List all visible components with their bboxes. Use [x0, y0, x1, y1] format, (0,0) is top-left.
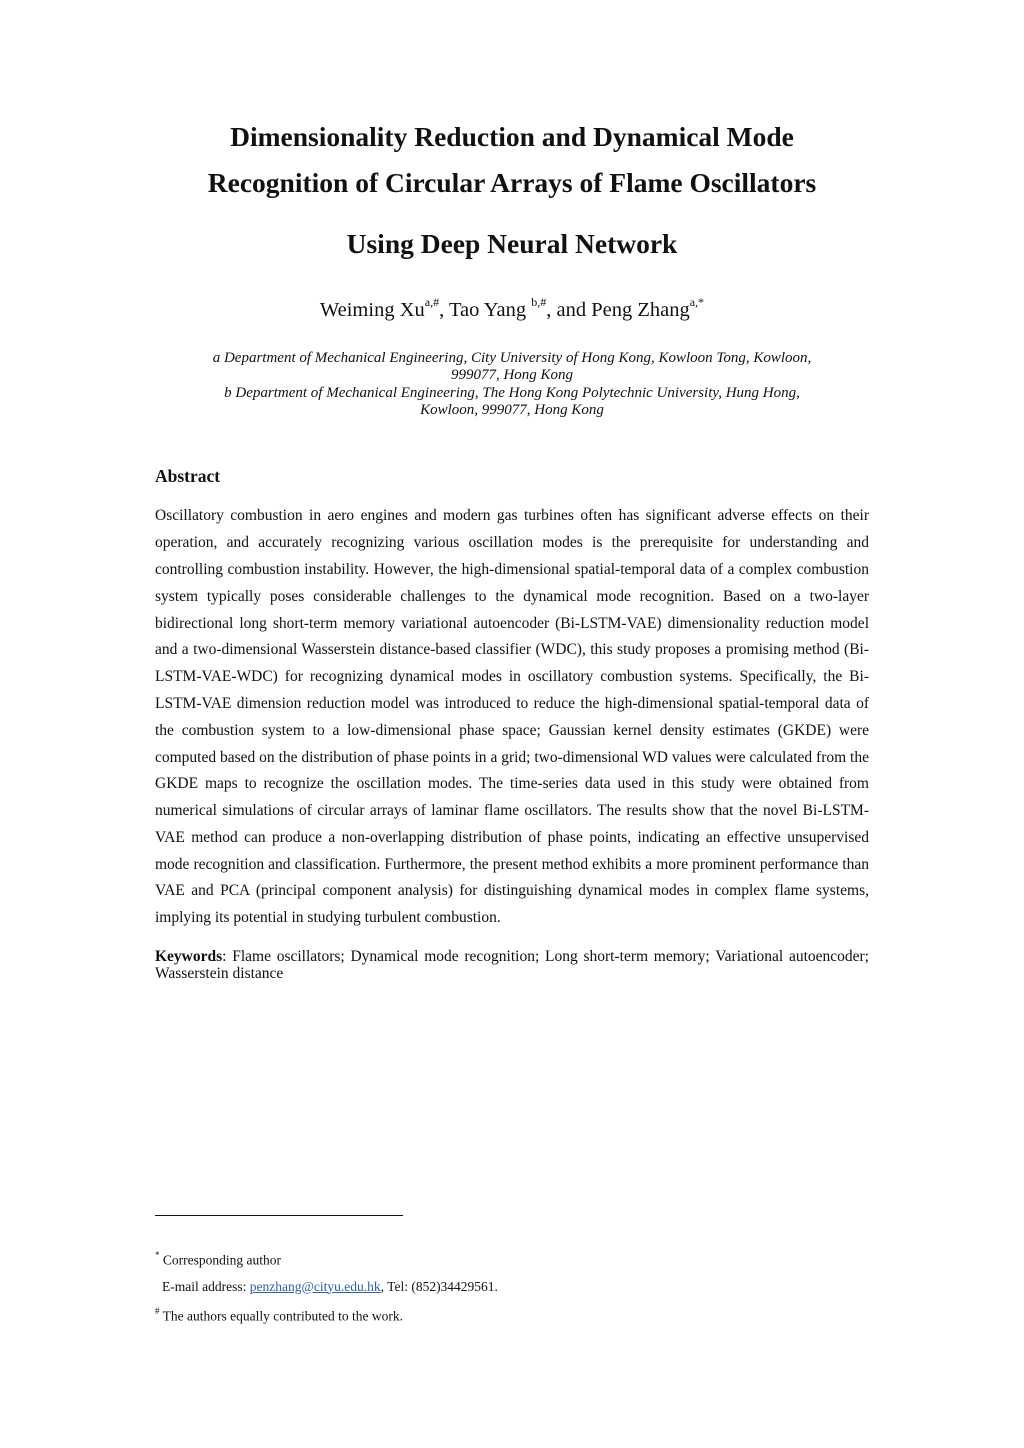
email-prefix: E-mail address: — [162, 1278, 250, 1294]
corresponding-mark: * — [155, 1250, 160, 1260]
author-name: Peng Zhang — [591, 298, 690, 321]
author-name: Weiming Xu — [319, 298, 425, 321]
footnote-equal-contribution — [155, 1304, 869, 1325]
affiliation-a-line-1: a Department of Mechanical Engineering, City University of Hong Kong, Kowloon Tong, Kowloon, — [212, 349, 812, 366]
author-list — [155, 294, 869, 321]
footnote-contact — [155, 1278, 869, 1295]
author-separator: , — [439, 298, 449, 321]
keywords-text: : Flame oscillators; Dynamical mode recognition; Long short-term memory; Variational autoencoder; Wasserstein distance — [155, 947, 869, 983]
paper-title — [155, 123, 869, 258]
keywords-label: Keywords — [155, 947, 223, 965]
telephone: , Tel: (852)34429561. — [380, 1278, 498, 1294]
affiliations — [155, 350, 869, 420]
author-separator: , and — [546, 298, 592, 321]
corresponding-text: Corresponding author — [159, 1252, 281, 1268]
title-line-3: Using Deep Neural Network — [346, 228, 678, 259]
abstract-heading: Abstract — [155, 465, 221, 486]
title-line-1: Dimensionality Reduction and Dynamical Mode — [230, 121, 794, 152]
abstract-body: Oscillatory combustion in aero engines and modern gas turbines often has significant adverse effects on their operation, and accurately recognizing various oscillation modes is the prerequisite for understanding and controlling combustion instability. However, the high-dimensional spatial-temporal data of a complex combustion system typically poses considerable challenges to the dynamical mode recognition. Based on a two-layer bidirectional long short-term memory variational autoencoder (Bi-LSTM-VAE) dimensionality reduction model and a two-dimensional Wasserstein distance-based classifier (WDC), this study proposes a promising method (Bi-LSTM-VAE-WDC) for recognizing dynamical modes in oscillatory combustion systems. Specifically, the Bi-LSTM-VAE dimension reduction model was introduced to reduce the high-dimensional spatial-temporal data of the combustion system to a low-dimensional phase space; Gaussian kernel density estimates (GKDE) were computed based on the distribution of phase points in a grid; two-dimensional WD values were calculated from the GKDE maps to recognize the oscillation modes. The time-series data used in this study were obtained from numerical simulations of circular arrays of laminar flame oscillators. The results show that the novel Bi-LSTM-VAE method can produce a non-overlapping distribution of phase points, indicating an effective unsupervised mode recognition and classification. Furthermore, the present method exhibits a more prominent performance than VAE and PCA (principal component analysis) for distinguishing dynamical modes in complex flame systems, implying its potential in studying turbulent combustion. — [155, 507, 869, 927]
title-line-2: Recognition of Circular Arrays of Flame Oscillators — [207, 166, 817, 198]
footnote-corresponding — [155, 1248, 869, 1269]
author-affiliation-marker: a,* — [689, 294, 705, 309]
author-name: Tao Yang — [448, 298, 532, 321]
affiliation-a-line-2: 999077, Hong Kong — [450, 367, 574, 384]
affiliation-b-line-2: Kowloon, 999077, Hong Kong — [420, 402, 604, 419]
equal-contribution-text: The authors equally contributed to the work. — [159, 1308, 403, 1323]
author-affiliation-marker: a,# — [424, 294, 440, 309]
author-affiliation-marker: b,# — [531, 294, 547, 309]
email-link[interactable]: penzhang@cityu.edu.hk — [249, 1278, 381, 1294]
footnotes — [155, 1248, 869, 1333]
keywords — [155, 948, 869, 983]
equal-contribution-mark: # — [155, 1305, 160, 1316]
footnote-divider — [155, 1215, 403, 1216]
affiliation-b-line-1: b Department of Mechanical Engineering, The Hong Kong Polytechnic University, Hung Hong, — [224, 384, 800, 401]
